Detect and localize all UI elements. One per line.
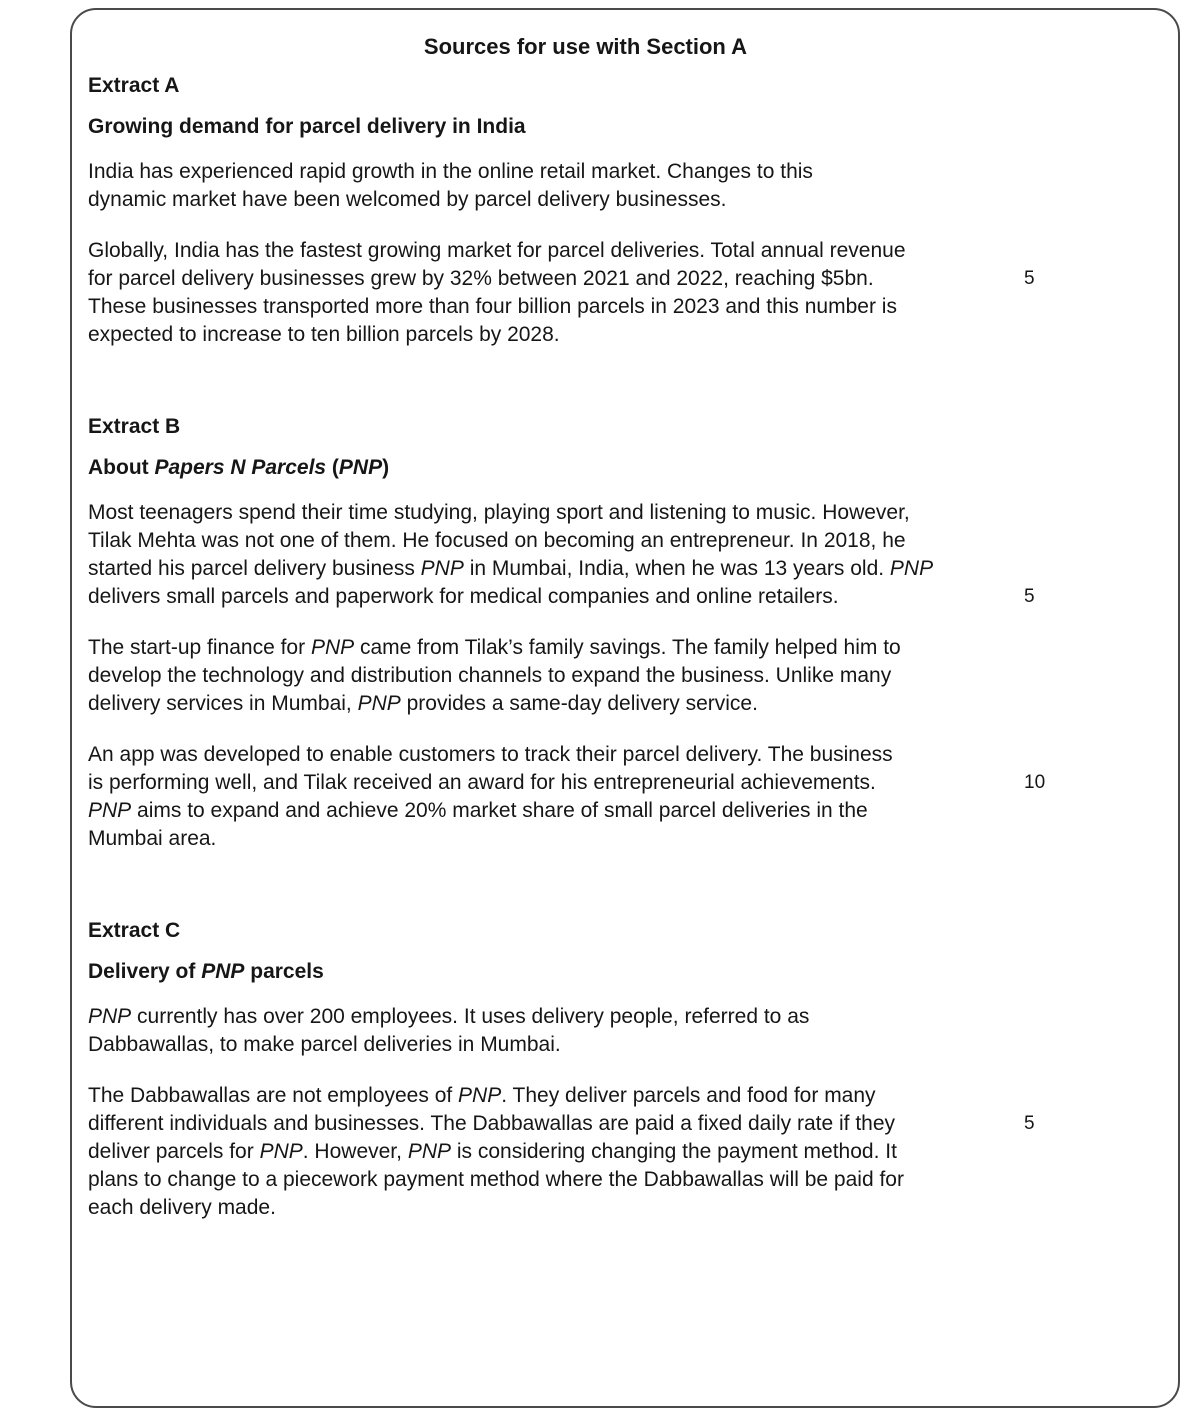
line-number: 5 [1024, 268, 1035, 289]
text-segment: is considering changing the payment method. It [451, 1140, 897, 1163]
text-segment: Dabbawallas, to make parcel deliveries in Mumbai. [88, 1033, 561, 1056]
extract-heading: Extract A [88, 74, 180, 97]
paragraph [88, 237, 1035, 349]
text-segment: An app was developed to enable customers to track their parcel delivery. The business [88, 743, 893, 766]
text-segment: PNP [889, 557, 934, 580]
text-line [88, 1166, 1028, 1194]
text-segment: ( [326, 456, 339, 479]
text-line [88, 634, 1028, 662]
text-segment: PNP [420, 557, 464, 580]
text-segment: is performing well, and Tilak received an award for his entrepreneurial achievements. [88, 771, 876, 794]
text-segment: started his parcel delivery business [88, 557, 421, 580]
page-title: Sources for use with Section A [423, 34, 748, 59]
text-segment: delivery services in Mumbai, [88, 692, 358, 715]
paragraph [88, 1082, 1035, 1222]
text-segment: These businesses transported more than four billion parcels in 2023 and this number is [88, 295, 897, 318]
text-line [88, 1003, 1028, 1031]
paragraph [88, 634, 1028, 718]
text-segment: Growing demand for parcel delivery in India [88, 115, 526, 138]
text-line [88, 583, 1028, 611]
sources-document [72, 10, 1178, 1222]
extract-heading: Extract C [88, 919, 181, 942]
text-segment: PNP [88, 1005, 132, 1028]
paragraph [88, 741, 1046, 853]
text-segment: PNP [407, 1140, 451, 1163]
text-segment: PNP [458, 1084, 502, 1107]
text-line [88, 797, 1028, 825]
paragraph [88, 158, 1028, 214]
text-line [88, 662, 1028, 690]
extract-b [88, 415, 1178, 853]
text-segment: expected to increase to ten billion parcels by 2028. [88, 323, 560, 346]
text-segment: About [88, 456, 155, 479]
extracts [88, 74, 1178, 1222]
text-segment: develop the technology and distribution channels to expand the business. Unlike many [88, 664, 892, 687]
text-segment: . However, [302, 1140, 408, 1163]
text-line [88, 237, 1028, 265]
paragraph [88, 499, 1035, 611]
text-segment: delivers small parcels and paperwork for medical companies and online retailers. [88, 585, 839, 608]
text-line [88, 1138, 1028, 1166]
text-segment: dynamic market have been welcomed by parcel delivery businesses. [88, 188, 727, 211]
text-segment: Globally, India has the fastest growing market for parcel deliveries. Total annual revenue [88, 239, 906, 262]
text-segment: Most teenagers spend their time studying, playing sport and listening to music. However, [88, 501, 910, 524]
text-segment: provides a same-day delivery service. [400, 692, 758, 715]
extract-heading: Extract B [88, 415, 181, 438]
text-segment: currently has over 200 employees. It uses delivery people, referred to as [131, 1005, 810, 1028]
text-line [88, 1031, 1028, 1059]
line-number: 10 [1024, 772, 1046, 793]
extract-a [88, 74, 1178, 349]
text-segment: Mumbai area. [88, 827, 217, 850]
text-segment: came from Tilak’s family savings. The family helped him to [354, 636, 901, 659]
extract-c [88, 919, 1178, 1222]
text-line [88, 769, 1028, 797]
extract-subheading [88, 456, 1178, 480]
text-segment: plans to change to a piecework payment method where the Dabbawallas will be paid for [88, 1168, 904, 1191]
text-segment: PNP [259, 1140, 303, 1163]
text-segment: Tilak Mehta was not one of them. He focused on becoming an entrepreneur. In 2018, he [88, 529, 906, 552]
text-segment: PNP [310, 636, 355, 659]
text-line [88, 825, 1028, 853]
text-segment: . They deliver parcels and food for many [501, 1084, 876, 1107]
text-segment: Papers N Parcels [154, 456, 327, 479]
extract-subheading [88, 115, 1178, 139]
text-segment: Delivery of [88, 960, 202, 983]
text-segment: in Mumbai, India, when he was 13 years old. [463, 557, 890, 580]
text-line [88, 690, 1028, 718]
text-segment: each delivery made. [88, 1196, 276, 1219]
text-segment: parcels [244, 960, 324, 983]
line-number: 5 [1024, 586, 1035, 607]
text-line [88, 321, 1028, 349]
text-segment: India has experienced rapid growth in the online retail market. Changes to this [88, 160, 813, 183]
text-line [88, 265, 1028, 293]
text-segment: The Dabbawallas are not employees of [88, 1084, 459, 1107]
text-segment: PNP [357, 692, 401, 715]
text-line [88, 1110, 1028, 1138]
text-line [88, 527, 1028, 555]
page-frame [70, 8, 1180, 1408]
text-line [88, 499, 1028, 527]
text-segment: The start-up finance for [88, 636, 311, 659]
text-line [88, 1194, 1028, 1222]
text-segment: different individuals and businesses. The Dabbawallas are paid a fixed daily rate if they [88, 1112, 896, 1135]
text-segment: deliver parcels for [88, 1140, 260, 1163]
extract-subheading [88, 960, 1178, 984]
text-segment: for parcel delivery businesses grew by 32% between 2021 and 2022, reaching $5bn. [88, 267, 874, 290]
text-line [88, 293, 1028, 321]
text-segment: PNP [88, 799, 132, 822]
paragraph [88, 1003, 1028, 1059]
text-line [88, 741, 1028, 769]
text-line [88, 186, 1028, 214]
text-segment: PNP [338, 456, 383, 479]
text-line [88, 1082, 1028, 1110]
text-segment: aims to expand and achieve 20% market share of small parcel deliveries in the [131, 799, 868, 822]
text-line [88, 158, 1028, 186]
text-line [88, 555, 1028, 583]
text-segment: PNP [201, 960, 245, 983]
text-segment: ) [382, 456, 390, 479]
line-number: 5 [1024, 1113, 1035, 1134]
